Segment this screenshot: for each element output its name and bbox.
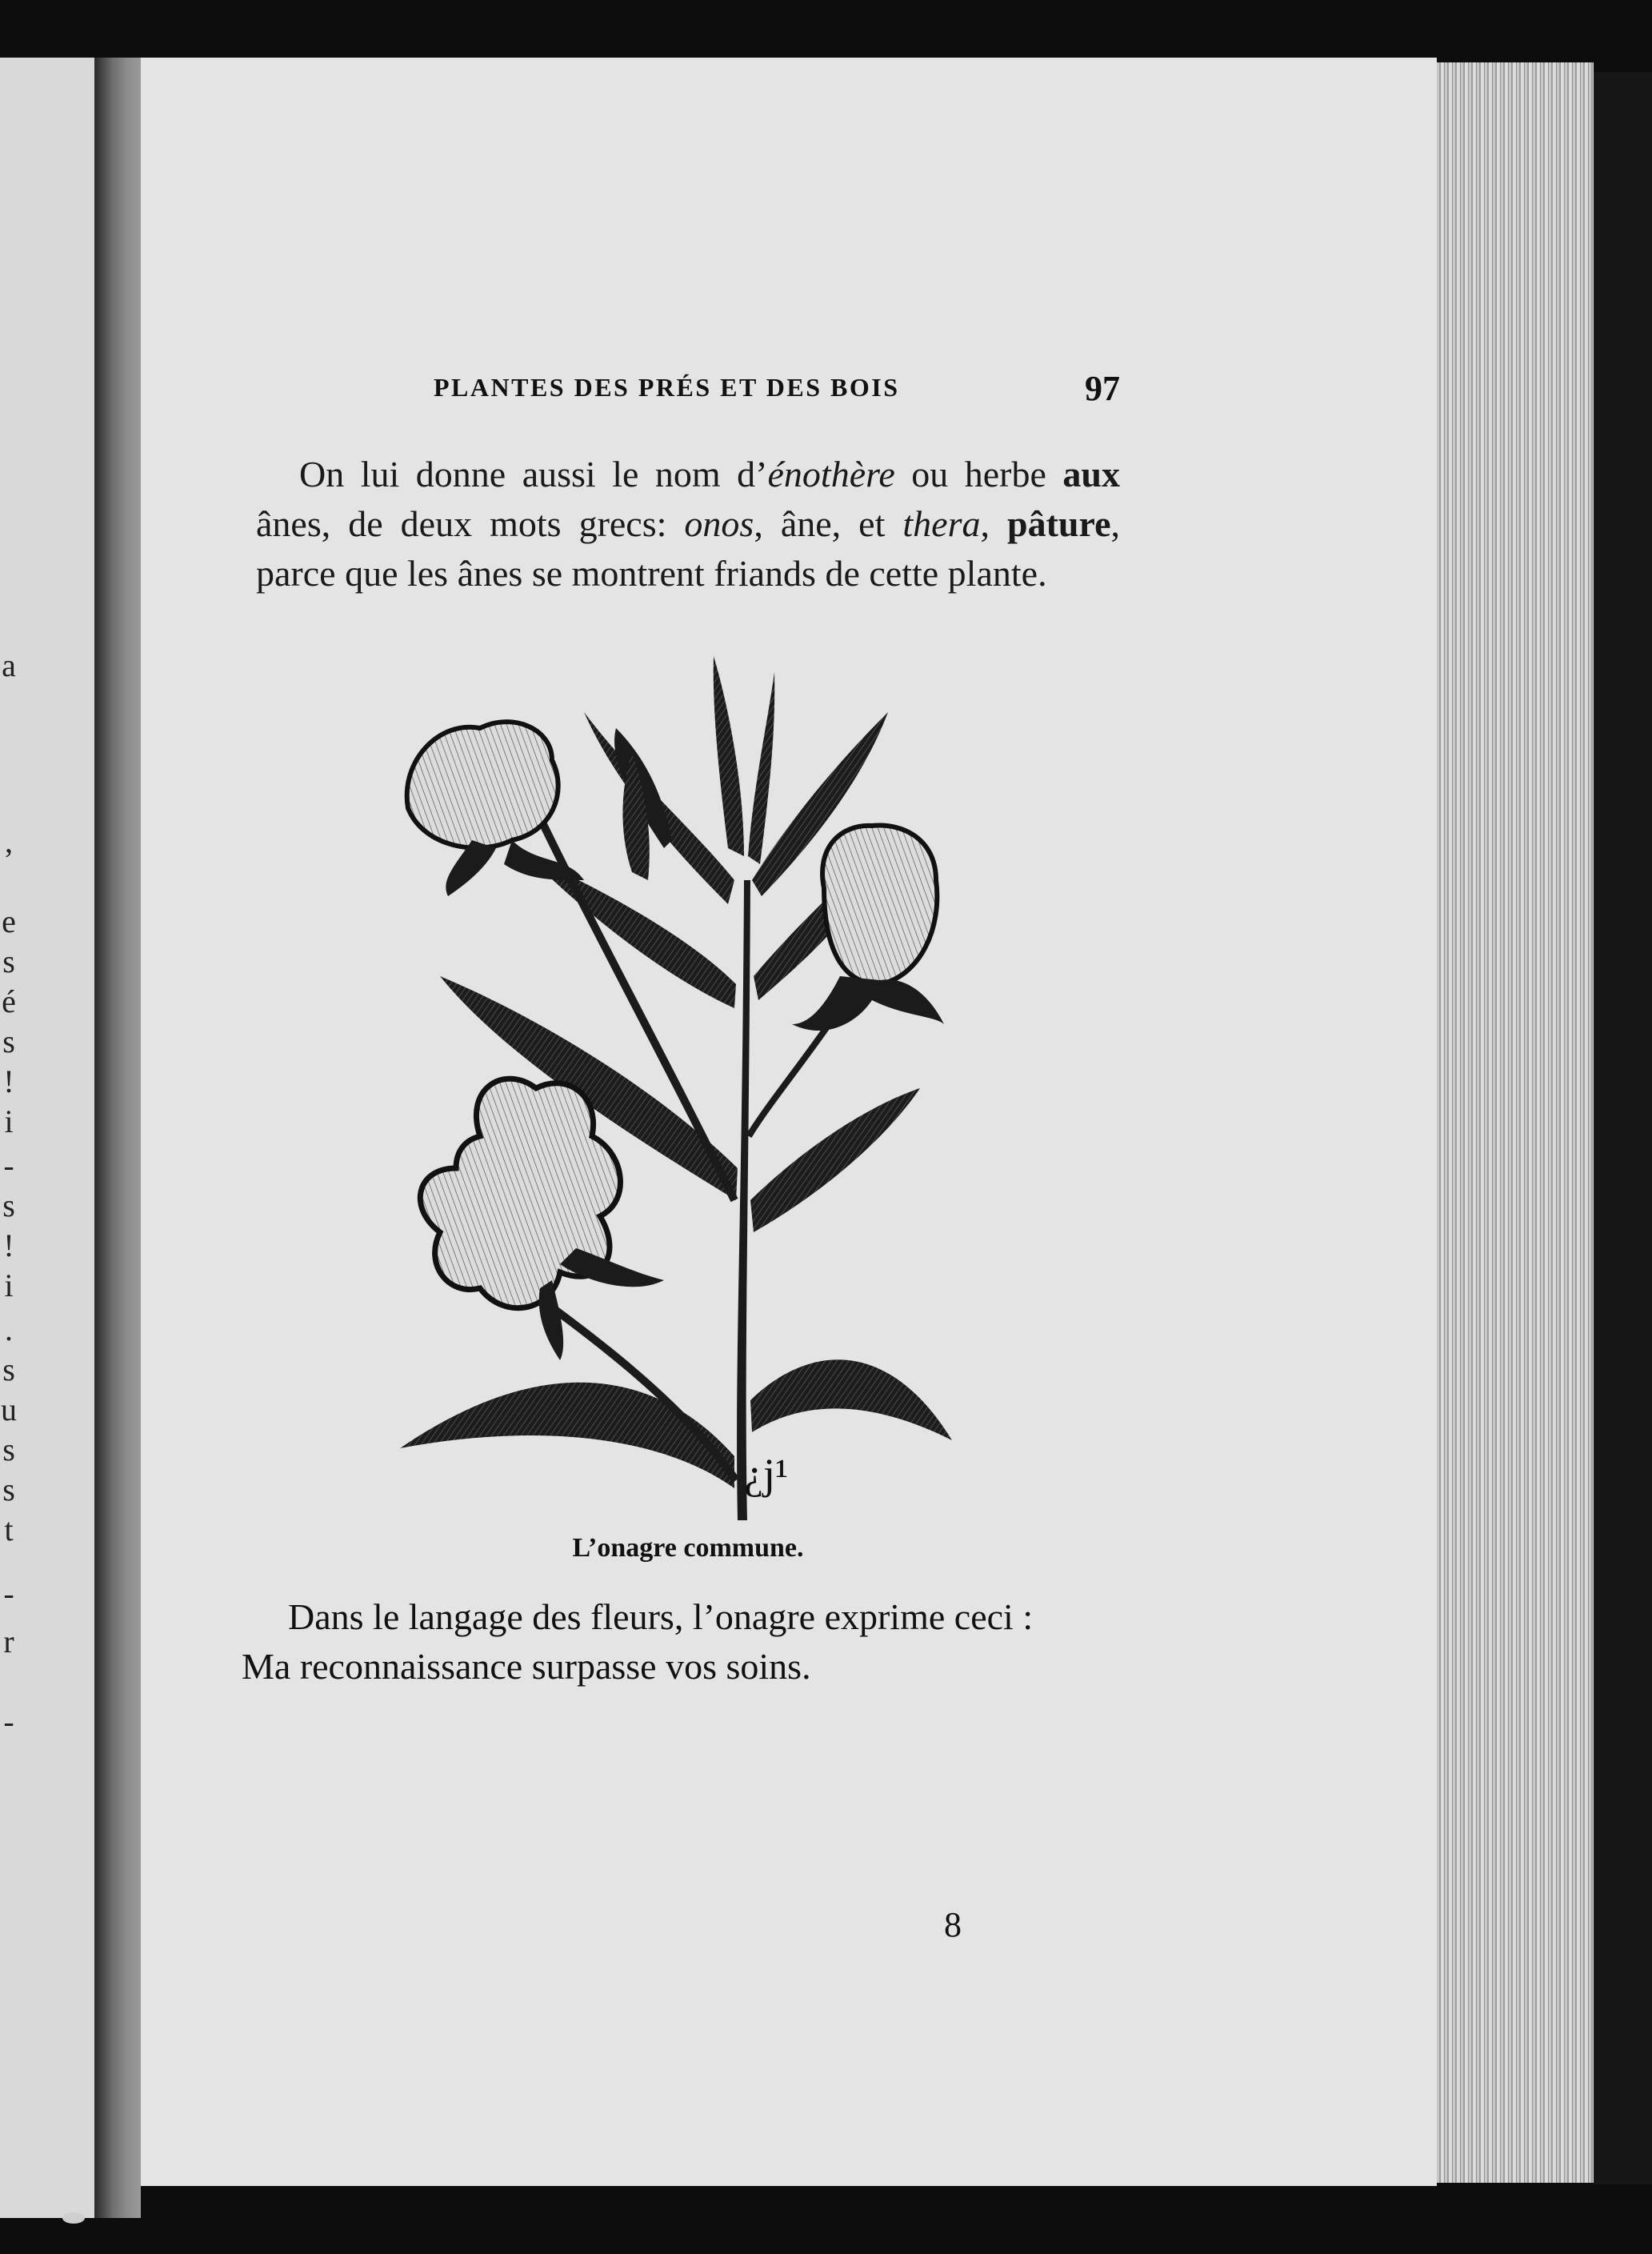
left-margin-char: a — [2, 647, 16, 683]
para1-text: ânes, de deux mots grecs: — [256, 503, 685, 544]
running-title: PLANTES DES PRÉS ET DES BOIS — [434, 373, 900, 402]
left-margin-char: i — [4, 1103, 14, 1139]
left-margin-char: t — [4, 1511, 14, 1547]
para1-bold-pature: pâture — [1007, 503, 1111, 544]
left-margin-char: - — [3, 1704, 14, 1740]
left-margin-char: u — [1, 1391, 17, 1427]
left-margin-char: ! — [3, 1227, 14, 1263]
left-margin-char: e — [2, 903, 16, 939]
base-left-leaf — [400, 1383, 734, 1488]
left-margin-char: i — [4, 1267, 14, 1303]
paragraph-flower-language — [242, 1592, 1120, 1692]
left-margin-char: , — [5, 823, 13, 859]
page-number: 97 — [1085, 369, 1120, 408]
para1-text: On lui donne aussi le nom d’ — [299, 454, 768, 494]
page-edges — [1437, 62, 1594, 2183]
para1-text: , — [980, 503, 1008, 544]
left-page-sliver — [0, 58, 94, 2218]
para1-text: , âne, et — [754, 503, 903, 544]
base-right-leaf — [750, 1359, 952, 1440]
top-spike-leaf — [748, 672, 774, 864]
figure-caption: L’onagre commune. — [572, 1533, 804, 1563]
left-margin-char: s — [2, 1023, 15, 1059]
left-margin-char: s — [2, 1351, 15, 1387]
para2-line2: Ma reconnaissance surpasse vos soins. — [242, 1646, 811, 1687]
para1-italic-onos: onos — [684, 503, 754, 544]
scan-speck — [62, 2212, 85, 2224]
artist-mark: ¿j¹ — [744, 1450, 789, 1498]
dark-background-edge — [1594, 72, 1652, 2184]
right-leaf — [750, 1088, 920, 1232]
binding-gutter — [94, 58, 141, 2218]
left-margin-char: - — [3, 1575, 14, 1611]
para1-text: , parce que les ânes se montrent friands de cette plante. — [256, 503, 1121, 594]
left-margin-char: é — [2, 983, 16, 1019]
para1-italic-enothere: énothère — [767, 454, 895, 494]
left-margin-char: ! — [3, 1063, 14, 1099]
left-margin-char: . — [5, 1311, 13, 1347]
para1-text: ou herbe — [894, 454, 1063, 494]
left-margin-char: r — [3, 1623, 14, 1659]
para2-line1: Dans le langage des fleurs, l’onagre exprime ceci : — [288, 1596, 1034, 1637]
paragraph-etymology — [256, 450, 1120, 599]
left-margin-char: s — [2, 1431, 15, 1467]
left-margin-char: s — [2, 943, 15, 979]
onagre-illustration — [392, 640, 968, 1528]
left-margin-char: - — [3, 1147, 14, 1183]
para1-bold-aux: aux — [1062, 454, 1121, 494]
flower-top-left — [407, 722, 584, 896]
left-page-margin-text — [0, 58, 18, 2218]
main-stem — [737, 880, 750, 1520]
running-head — [434, 369, 1120, 421]
left-margin-char: s — [2, 1471, 15, 1507]
top-spike-leaf — [714, 656, 744, 856]
para1-italic-thera: thera — [902, 503, 981, 544]
left-margin-char: s — [2, 1187, 15, 1223]
signature-mark: 8 — [944, 1905, 962, 1944]
